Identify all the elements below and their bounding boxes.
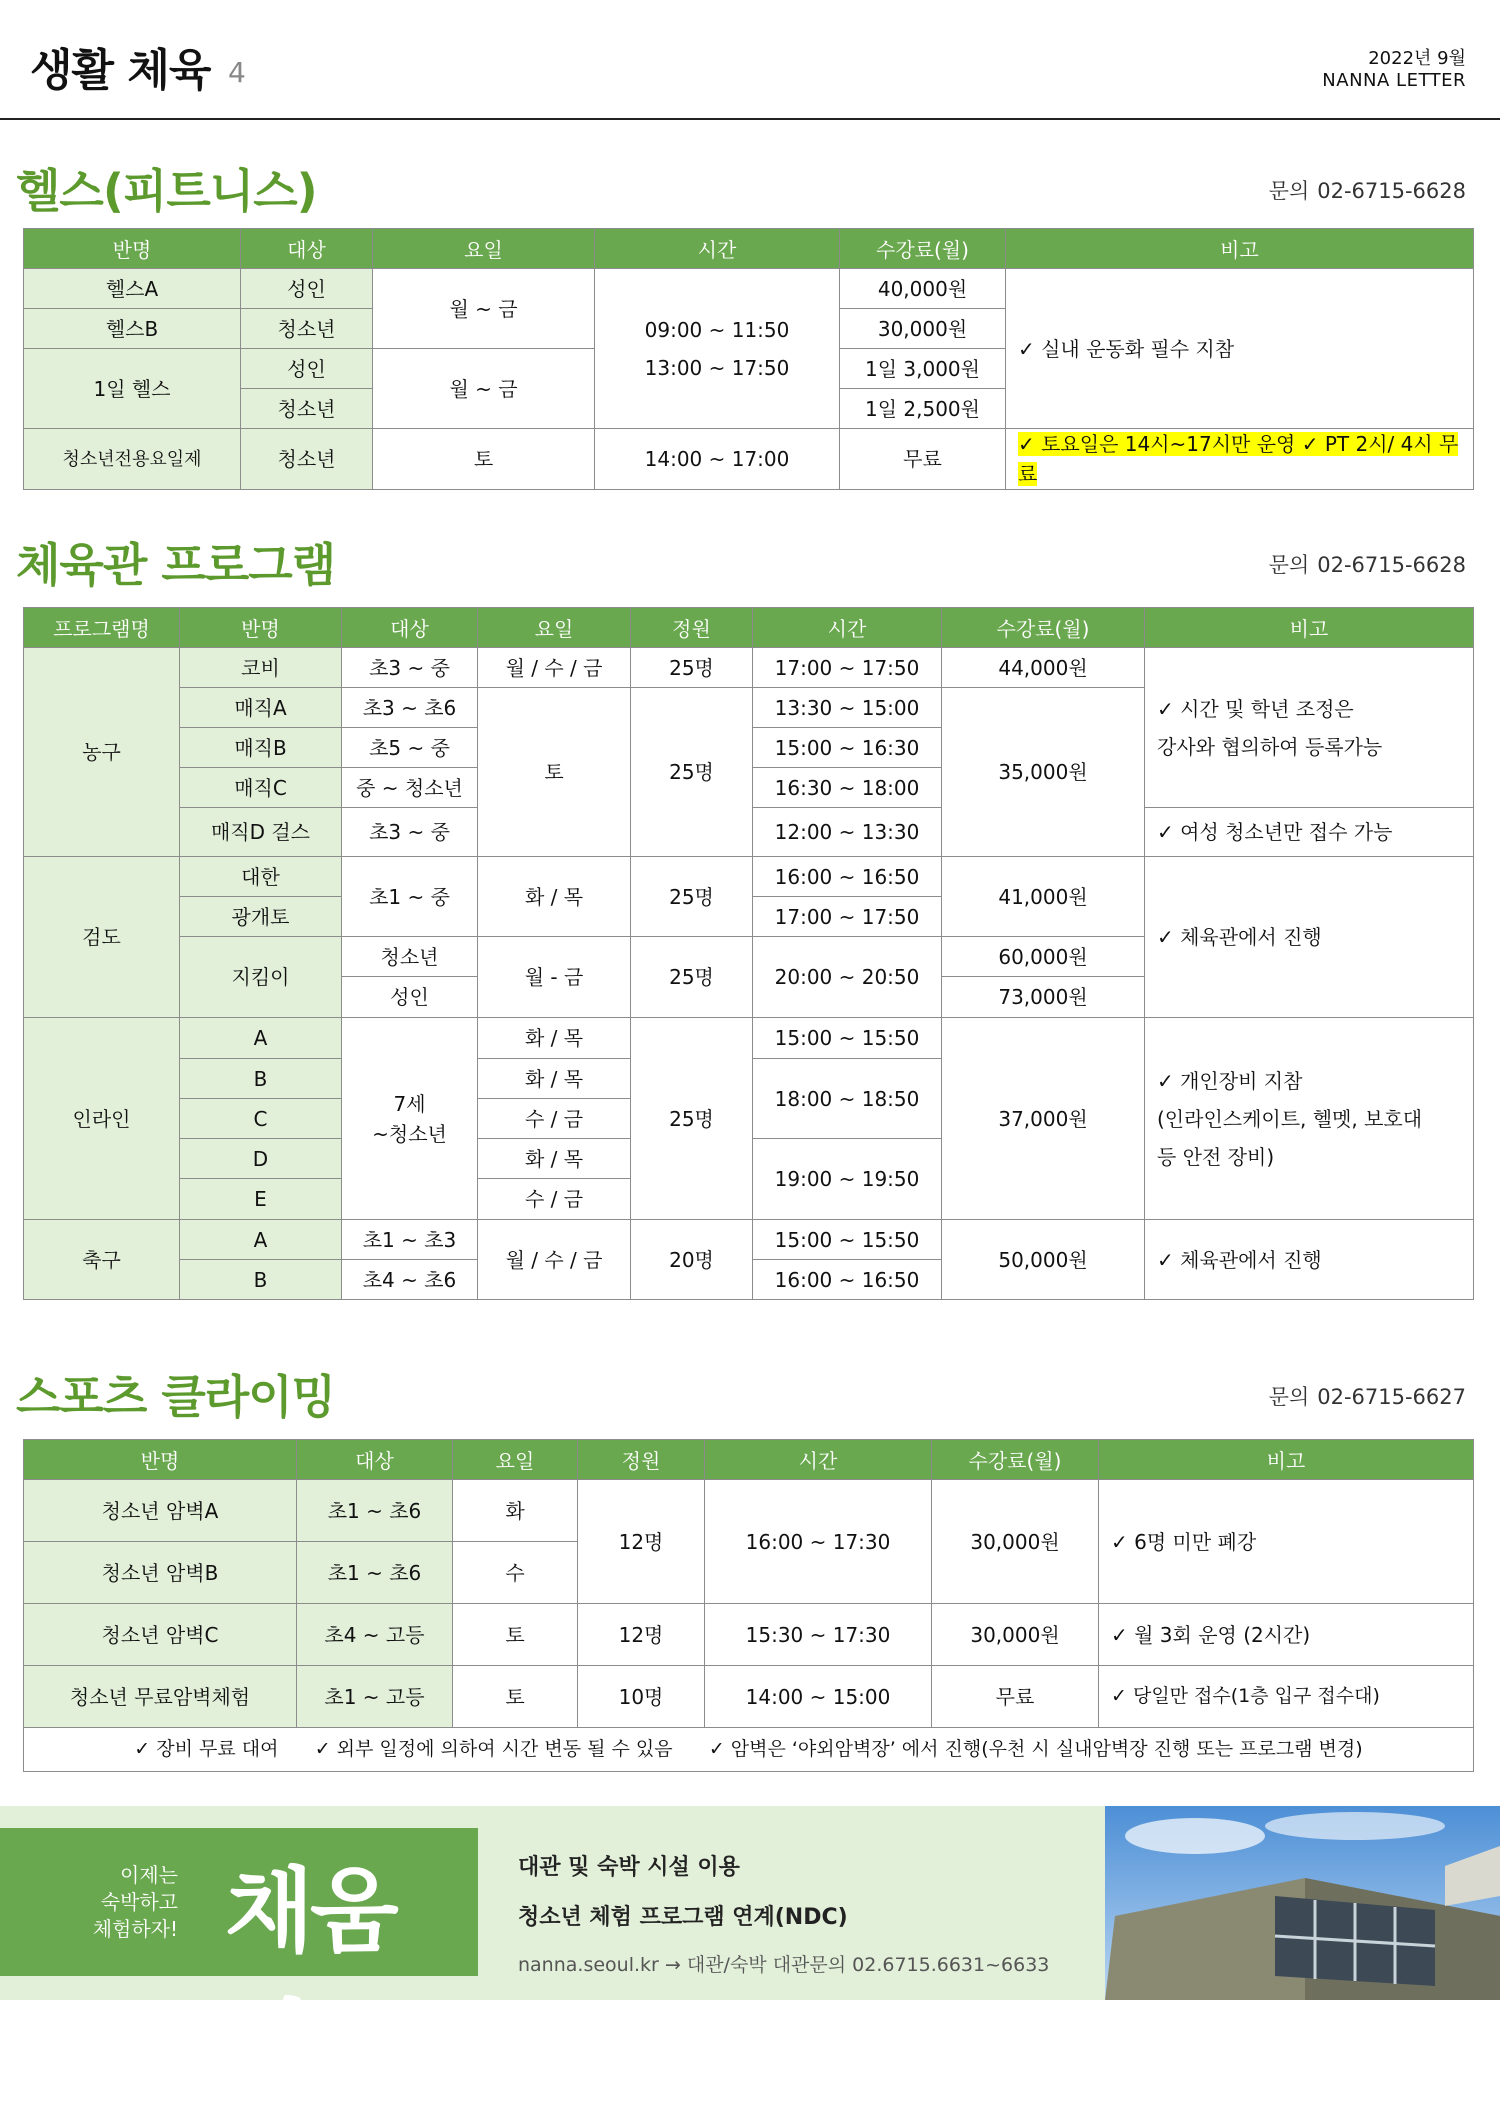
class-name: E [180,1179,342,1220]
table-header-row [24,608,1474,648]
class-name: D [180,1139,342,1179]
time: 15:00 ~ 15:50 [753,1220,942,1260]
col-header: 요일 [373,229,595,269]
fee: 30,000원 [840,309,1006,349]
days: 화 / 목 [478,1139,631,1179]
capacity: 20명 [631,1220,753,1300]
fee: 1일 2,500원 [840,389,1006,429]
class-name: 코비 [180,648,342,688]
gym-contact [1269,549,1466,579]
time: 09:00 ~ 11:50 13:00 ~ 17:50 [595,269,840,429]
page-title: 생활 체육 [30,45,211,96]
target: 초1 ~ 고등 [297,1666,453,1728]
time: 16:00 ~ 17:30 [705,1480,932,1604]
table-row [24,1480,1474,1542]
class-name: 매직A [180,688,342,728]
capacity: 25명 [631,1018,753,1220]
col-header: 정원 [631,608,753,648]
target: 초3 ~ 초6 [342,688,478,728]
days: 수 [453,1542,578,1604]
target: 7세 ~청소년 [342,1018,478,1220]
days: 월 / 수 / 금 [478,1220,631,1300]
class-name: 매직B [180,728,342,768]
days: 화 / 목 [478,1059,631,1099]
target: 초5 ~ 중 [342,728,478,768]
issue-date: 2022년 9월 [1368,48,1466,69]
health-phone: 02-6715-6628 [1317,179,1466,203]
capacity: 10명 [578,1666,705,1728]
time: 15:00 ~ 16:30 [753,728,942,768]
climbing-phone: 02-6715-6627 [1317,1385,1466,1409]
days: 월 ~ 금 [373,269,595,349]
time: 14:00 ~ 15:00 [705,1666,932,1728]
col-header: 대상 [297,1440,453,1480]
class-name: 매직D 걸스 [180,808,342,857]
target: 초3 ~ 중 [342,648,478,688]
contact-label: 문의 [1268,553,1310,577]
col-header: 수강료(월) [932,1440,1099,1480]
col-header: 비고 [1006,229,1474,269]
col-header: 시간 [595,229,840,269]
days: 토 [373,429,595,490]
fee: 60,000원 [942,937,1145,977]
class-name: 청소년 암벽B [24,1542,297,1604]
table-row [24,269,1474,309]
col-header: 정원 [578,1440,705,1480]
note: ✓ 여성 청소년만 접수 가능 [1145,808,1474,857]
target: 초4 ~ 초6 [342,1260,478,1300]
target: 초1 ~ 초6 [297,1480,453,1542]
contact-label: 문의 [1268,1385,1310,1409]
target: 청소년 [342,937,478,977]
climbing-section-title: 스포츠 클라이밍 [16,1370,336,1424]
time: 15:30 ~ 17:30 [705,1604,932,1666]
days: 월 / 수 / 금 [478,648,631,688]
col-header: 비고 [1099,1440,1474,1480]
banner-brand: 채움빌 [225,1858,395,2097]
time: 13:30 ~ 15:00 [753,688,942,728]
footer-info-line: 청소년 체험 프로그램 연계(NDC) [518,1905,848,1930]
program-name: 축구 [24,1220,180,1300]
days: 화 / 목 [478,857,631,937]
footer-website-line: nanna.seoul.kr → 대관/숙박 대관문의 02.6715.6631~6633 [518,1954,1050,1976]
fee: 40,000원 [840,269,1006,309]
capacity: 25명 [631,648,753,688]
fee: 1일 3,000원 [840,349,1006,389]
fee: 30,000원 [932,1480,1099,1604]
table-row [24,1604,1474,1666]
days: 화 / 목 [478,1018,631,1059]
note: ✓ 6명 미만 폐강 [1099,1480,1474,1604]
contact-label: 문의 [1268,179,1310,203]
fee: 41,000원 [942,857,1145,937]
fee: 30,000원 [932,1604,1099,1666]
days: 토 [453,1666,578,1728]
health-table [23,228,1474,490]
time: 17:00 ~ 17:50 [753,648,942,688]
banner-tagline: 이제는 숙박하고 체험하자! [92,1863,178,1941]
target: 성인 [241,269,373,309]
target: 성인 [342,977,478,1018]
health-contact [1269,175,1466,205]
capacity: 25명 [631,688,753,857]
class-name: B [180,1260,342,1300]
days: 토 [478,688,631,857]
col-header: 대상 [342,608,478,648]
time: 16:00 ~ 16:50 [753,857,942,897]
class-name: 1일 헬스 [24,349,241,429]
target: 초1 ~ 중 [342,857,478,937]
class-name: 대한 [180,857,342,897]
class-name: 헬스A [24,269,241,309]
table-row [24,1666,1474,1728]
table-row [24,1728,1474,1772]
gym-phone: 02-6715-6628 [1317,553,1466,577]
note: ✓ 실내 운동화 필수 지참 [1006,269,1474,429]
note: ✓ 시간 및 학년 조정은 강사와 협의하여 등록가능 [1145,648,1474,808]
class-name: A [180,1220,342,1260]
target: 초4 ~ 고등 [297,1604,453,1666]
fee: 무료 [840,429,1006,490]
class-name: B [180,1059,342,1099]
note: ✓ 월 3회 운영 (2시간) [1099,1604,1474,1666]
days: 수 / 금 [478,1099,631,1139]
col-header: 반명 [180,608,342,648]
time: 12:00 ~ 13:30 [753,808,942,857]
target: 초3 ~ 중 [342,808,478,857]
time: 19:00 ~ 19:50 [753,1139,942,1220]
time: 17:00 ~ 17:50 [753,897,942,937]
table-row [24,1018,1474,1059]
class-name: 매직C [180,768,342,808]
note [1006,429,1474,490]
building-photo-image [1105,1806,1500,2000]
col-header: 수강료(월) [840,229,1006,269]
table-header-row [24,229,1474,269]
col-header: 비고 [1145,608,1474,648]
target: 초1 ~ 초3 [342,1220,478,1260]
col-header: 수강료(월) [942,608,1145,648]
gym-section-title: 체육관 프로그램 [16,538,336,592]
col-header: 반명 [24,1440,297,1480]
days: 월 ~ 금 [373,349,595,429]
days: 토 [453,1604,578,1666]
page-header [0,0,1500,120]
class-name: A [180,1018,342,1059]
col-header: 요일 [453,1440,578,1480]
program-name: 검도 [24,857,180,1018]
footer-info-line: 대관 및 숙박 시설 이용 [518,1855,740,1880]
climbing-footnote: ✓ 장비 무료 대여 ✓ 외부 일정에 의하여 시간 변동 될 수 있음 ✓ 암벽은 ‘야외암벽장’ 에서 진행(우천 시 실내암벽장 진행 또는 프로그램 변경) [24,1728,1474,1772]
days: 월 - 금 [478,937,631,1018]
program-name: 인라인 [24,1018,180,1220]
gym-table [23,607,1474,1300]
note: ✓ 체육관에서 진행 [1145,857,1474,1018]
capacity: 12명 [578,1604,705,1666]
class-name: 청소년 무료암벽체험 [24,1666,297,1728]
time: 16:00 ~ 16:50 [753,1260,942,1300]
highlighted-note: ✓ 토요일은 14시~17시만 운영 ✓ PT 2시/ 4시 무료 [1018,432,1459,486]
fee: 73,000원 [942,977,1145,1018]
program-name: 농구 [24,648,180,857]
time: 15:00 ~ 15:50 [753,1018,942,1059]
note: ✓ 개인장비 지참 (인라인스케이트, 헬멧, 보호대 등 안전 장비) [1145,1018,1474,1220]
capacity: 25명 [631,937,753,1018]
fee: 44,000원 [942,648,1145,688]
newsletter-name: NANNA LETTER [1322,70,1466,91]
climbing-table [23,1439,1474,1772]
class-name: C [180,1099,342,1139]
fee: 무료 [932,1666,1099,1728]
fee: 37,000원 [942,1018,1145,1220]
climbing-contact [1269,1381,1466,1411]
table-row [24,429,1474,490]
health-section-title: 헬스(피트니스) [16,164,317,218]
time: 16:30 ~ 18:00 [753,768,942,808]
target: 초1 ~ 초6 [297,1542,453,1604]
class-name: 광개토 [180,897,342,937]
building-photo [1105,1806,1500,2000]
target: 청소년 [241,429,373,490]
note: ✓ 당일만 접수(1층 입구 접수대) [1099,1666,1474,1728]
days: 화 [453,1480,578,1542]
note: ✓ 체육관에서 진행 [1145,1220,1474,1300]
table-row [24,857,1474,897]
time: 18:00 ~ 18:50 [753,1059,942,1139]
table-row [24,1220,1474,1260]
target: 중 ~ 청소년 [342,768,478,808]
capacity: 25명 [631,857,753,937]
col-header: 대상 [241,229,373,269]
time: 20:00 ~ 20:50 [753,937,942,1018]
col-header: 요일 [478,608,631,648]
fee: 35,000원 [942,688,1145,857]
time: 14:00 ~ 17:00 [595,429,840,490]
class-name: 청소년전용요일제 [24,429,241,490]
class-name: 청소년 암벽A [24,1480,297,1542]
table-row [24,648,1474,688]
footer-banner [0,1828,478,2097]
table-header-row [24,1440,1474,1480]
capacity: 12명 [578,1480,705,1604]
col-header: 프로그램명 [24,608,180,648]
col-header: 시간 [753,608,942,648]
col-header: 반명 [24,229,241,269]
class-name: 헬스B [24,309,241,349]
class-name: 청소년 암벽C [24,1604,297,1666]
days: 수 / 금 [478,1179,631,1220]
col-header: 시간 [705,1440,932,1480]
target: 성인 [241,349,373,389]
fee: 50,000원 [942,1220,1145,1300]
page-number: 4 [228,56,246,89]
target: 청소년 [241,309,373,349]
target: 청소년 [241,389,373,429]
class-name: 지킴이 [180,937,342,1018]
